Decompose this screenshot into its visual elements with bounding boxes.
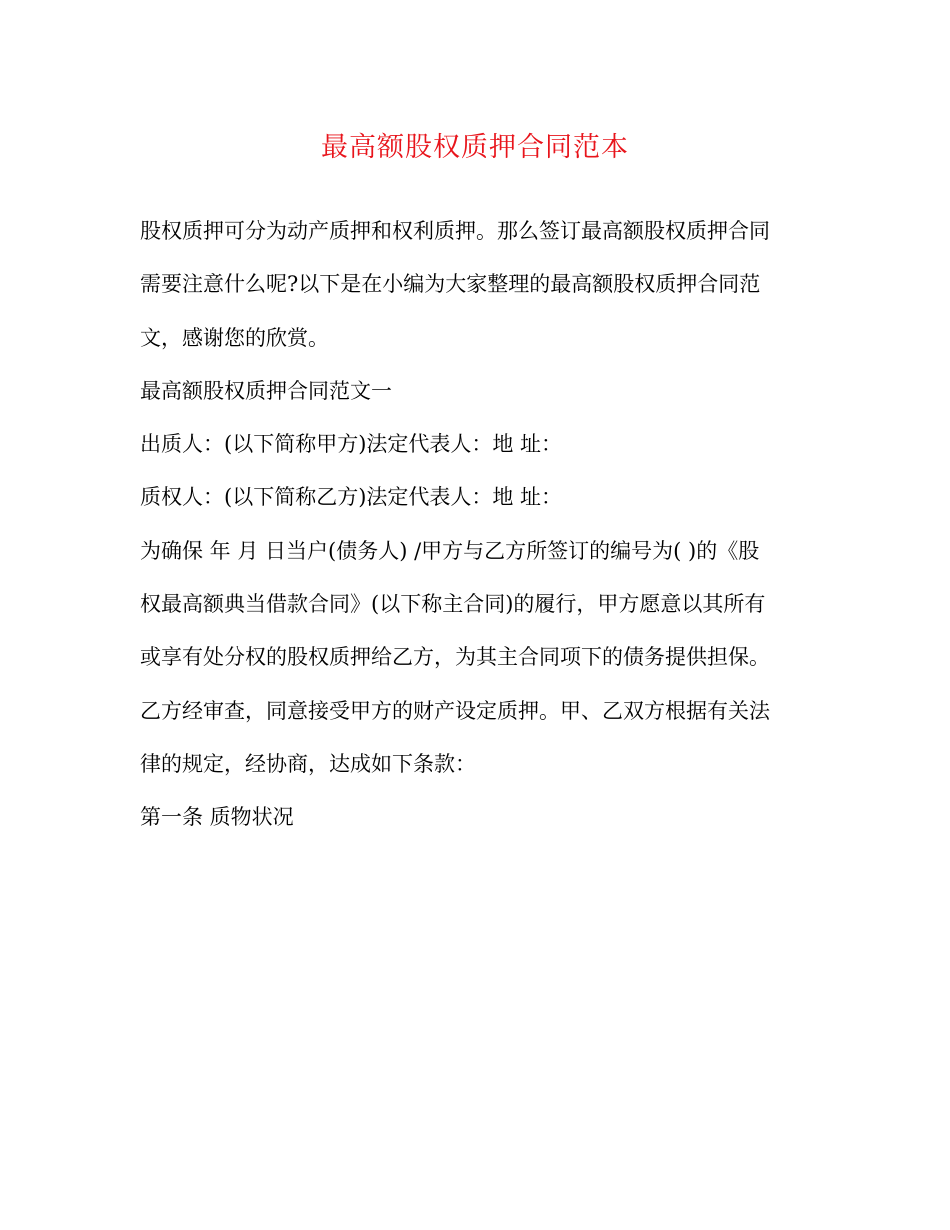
document-title: 最高额股权质押合同范本: [321, 132, 629, 163]
pledgor-line: 出质人：(以下简称甲方)法定代表人：地 址：: [140, 432, 563, 457]
paragraph-line-8: 权最高额典当借款合同》(以下称主合同)的履行，甲方愿意以其所有: [140, 592, 766, 617]
paragraph-line-3: 文，感谢您的欣赏。: [140, 325, 329, 350]
paragraph-line-9: 或享有处分权的股权质押给乙方，为其主合同项下的债务提供担保。: [140, 645, 770, 670]
section-heading-sample-one: 最高额股权质押合同范文一: [140, 378, 392, 403]
paragraph-line-11: 律的规定，经协商，达成如下条款：: [140, 751, 476, 776]
paragraph-line-10: 乙方经审查，同意接受甲方的财产设定质押。甲、乙双方根据有关法: [140, 698, 770, 723]
paragraph-line-2: 需要注意什么呢?以下是在小编为大家整理的最高额股权质押合同范: [140, 272, 761, 297]
document-body: [140, 205, 810, 845]
article-one-heading: 第一条 质物状况: [140, 805, 294, 830]
pledgee-line: 质权人：(以下简称乙方)法定代表人：地 址：: [140, 485, 563, 510]
paragraph-line-7: 为确保 年 月 日当户(债务人) /甲方与乙方所签订的编号为( )的《股: [140, 538, 760, 563]
paragraph-line-1: 股权质押可分为动产质押和权利质押。那么签订最高额股权质押合同: [140, 219, 770, 243]
